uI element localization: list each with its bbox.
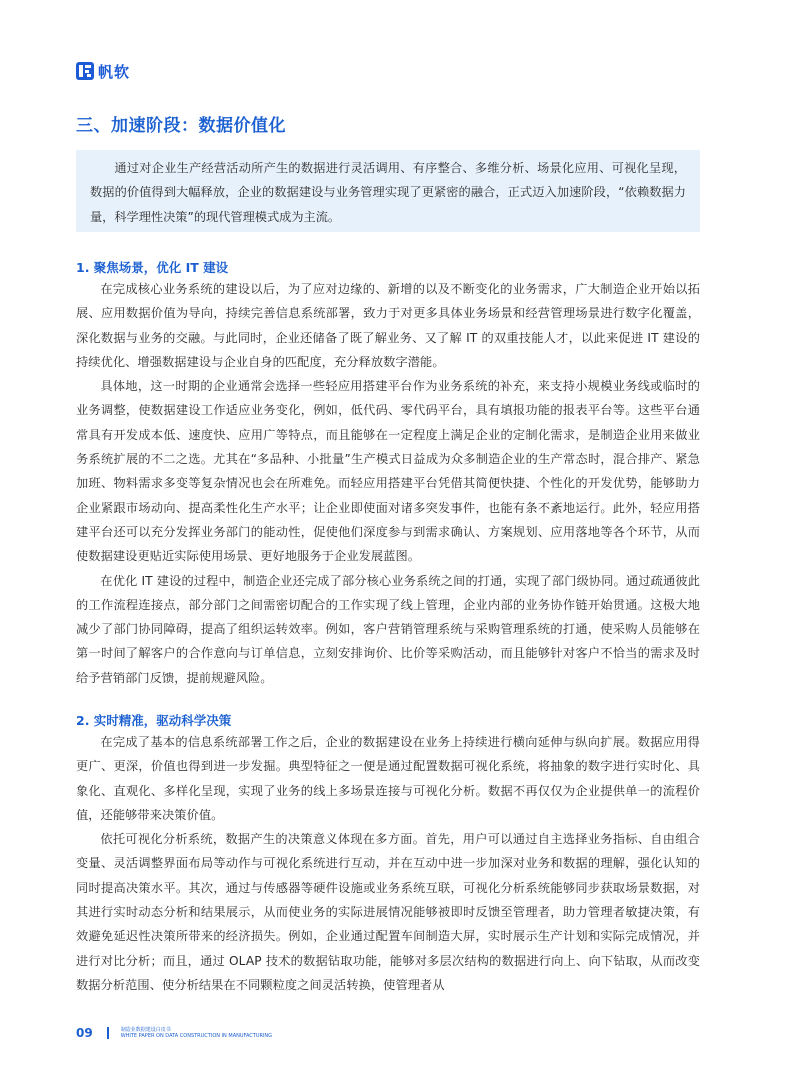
subsection-1-paragraph-2: 具体地，这一时期的企业通常会选择一些轻应用搭建平台作为业务系统的补充，来支持小规模业务线或临时的业务调整，使数据建设工作适应业务变化，例如，低代码、零代码平台，具有填报功能的报表平台等。这些平台通常具有开发成本低、速度快、应用广等特点，而且能够在一定程度上满足企业的定制化需求，是制造企业用来做业务系统扩展的不二之选。尤其在“多品种、小批量”生产模式日益成为众多制造企业的生产常态时，混合排产、紧急加班、物料需求多变等复杂情况也会在所难免。而轻应用搭建平台凭借其简便快捷、个性化的开发优势，能够助力企业紧跟市场动向、提高柔性化生产水平；让企业即使面对诸多突发事件，也能有条不紊地运行。此外，轻应用搭建平台还可以充分发挥业务部门的能动性，促使他们深度参与到需求确认、方案规划、应用落地等各个环节，从而使数据建设更贴近实际使用场景、更好地服务于企业发展蓝图。 <box>76 379 700 564</box>
intro-paragraph: 通过对企业生产经营活动所产生的数据进行灵活调用、有序整合、多维分析、场景化应用、可视化呈现，数据的价值得到大幅释放，企业的数据建设与业务管理实现了更紧密的融合，正式迈入加速阶段，“依赖数据力量，科学理性决策”的现代管理模式成为主流。 <box>90 161 686 224</box>
subsection-2-paragraph-2: 依托可视化分析系统，数据产生的决策意义体现在多方面。首先，用户可以通过自主选择业务指标、自由组合变量、灵活调整界面布局等动作与可视化系统进行互动，并在互动中进一步加深对业务和数据的理解，强化认知的同时提高决策水平。其次，通过与传感器等硬件设施或业务系统互联，可视化分析系统能够同步获取场景数据，对其进行实时动态分析和结果展示，从而使业务的实际进展情况能够被即时反馈至管理者，助力管理者敏捷决策，有效避免延迟性决策所带来的经济损失。例如，企业通过配置车间制造大屏，实时展示生产计划和实际完成情况，并进行对比分析；而且，通过 OLAP 技术的数据钻取功能，能够对多层次结构的数据进行向上、向下钻取，从而改变数据分析范围、使分析结果在不同颗粒度之间灵活转换，使管理者从 <box>76 832 700 992</box>
fanruan-logo-icon <box>76 62 94 80</box>
subsection-1-body <box>76 277 700 690</box>
footer-report-title <box>121 1027 272 1039</box>
brand-name: 帆软 <box>98 62 131 81</box>
page-number: 09 <box>76 1026 93 1040</box>
page-footer <box>76 1026 272 1040</box>
report-subtitle: WHITE PAPER ON DATA CONSTRUCTION IN MANUFACTURING <box>120 1033 273 1039</box>
section-title: 三、加速阶段：数据价值化 <box>76 116 286 136</box>
report-title: 制造业数据建设白皮书 <box>120 1027 171 1033</box>
brand-logo <box>76 60 130 82</box>
subsection-1-paragraph-1: 在完成核心业务系统的建设以后，为了应对边缘的、新增的以及不断变化的业务需求，广大制造企业开始以拓展、应用数据价值为导向，持续完善信息系统部署，致力于对更多具体业务场景和经营管理场景进行数字化覆盖，深化数据与业务的交融。与此同时，企业还储备了既了解业务、又了解 IT 的双重技能人才，以此来促进 IT 建设的持续优化、增强数据建设与企业自身的匹配度，充分释放数字潜能。 <box>76 282 700 369</box>
footer-divider <box>107 1027 109 1039</box>
subsection-2-paragraph-1: 在完成了基本的信息系统部署工作之后，企业的数据建设在业务上持续进行横向延伸与纵向扩展。数据应用得更广、更深，价值也得到进一步发掘。典型特征之一便是通过配置数据可视化系统，将抽象的数字进行实时化、具象化、直观化、多样化呈现，实现了业务的线上多场景连接与可视化分析。数据不再仅仅为企业提供单一的流程价值，还能够带来决策价值。 <box>76 735 700 822</box>
subsection-1-title: 1. 聚焦场景，优化 IT 建设 <box>76 260 229 275</box>
subsection-1-paragraph-3: 在优化 IT 建设的过程中，制造企业还完成了部分核心业务系统之间的打通，实现了部门级协同。通过疏通彼此的工作流程连接点，部分部门之间需密切配合的工作实现了线上管理，企业内部的业务协作链开始贯通。这极大地减少了部门协同障碍，提高了组织运转效率。例如，客户营销管理系统与采购管理系统的打通，使采购人员能够在第一时间了解客户的合作意向与订单信息，立刻安排询价、比价等采购活动，而且能够针对客户不恰当的需求及时给予营销部门反馈，提前规避风险。 <box>76 573 700 685</box>
subsection-2-title: 2. 实时精准，驱动科学决策 <box>76 713 232 728</box>
subsection-2-body <box>76 730 700 997</box>
intro-callout <box>76 150 700 232</box>
